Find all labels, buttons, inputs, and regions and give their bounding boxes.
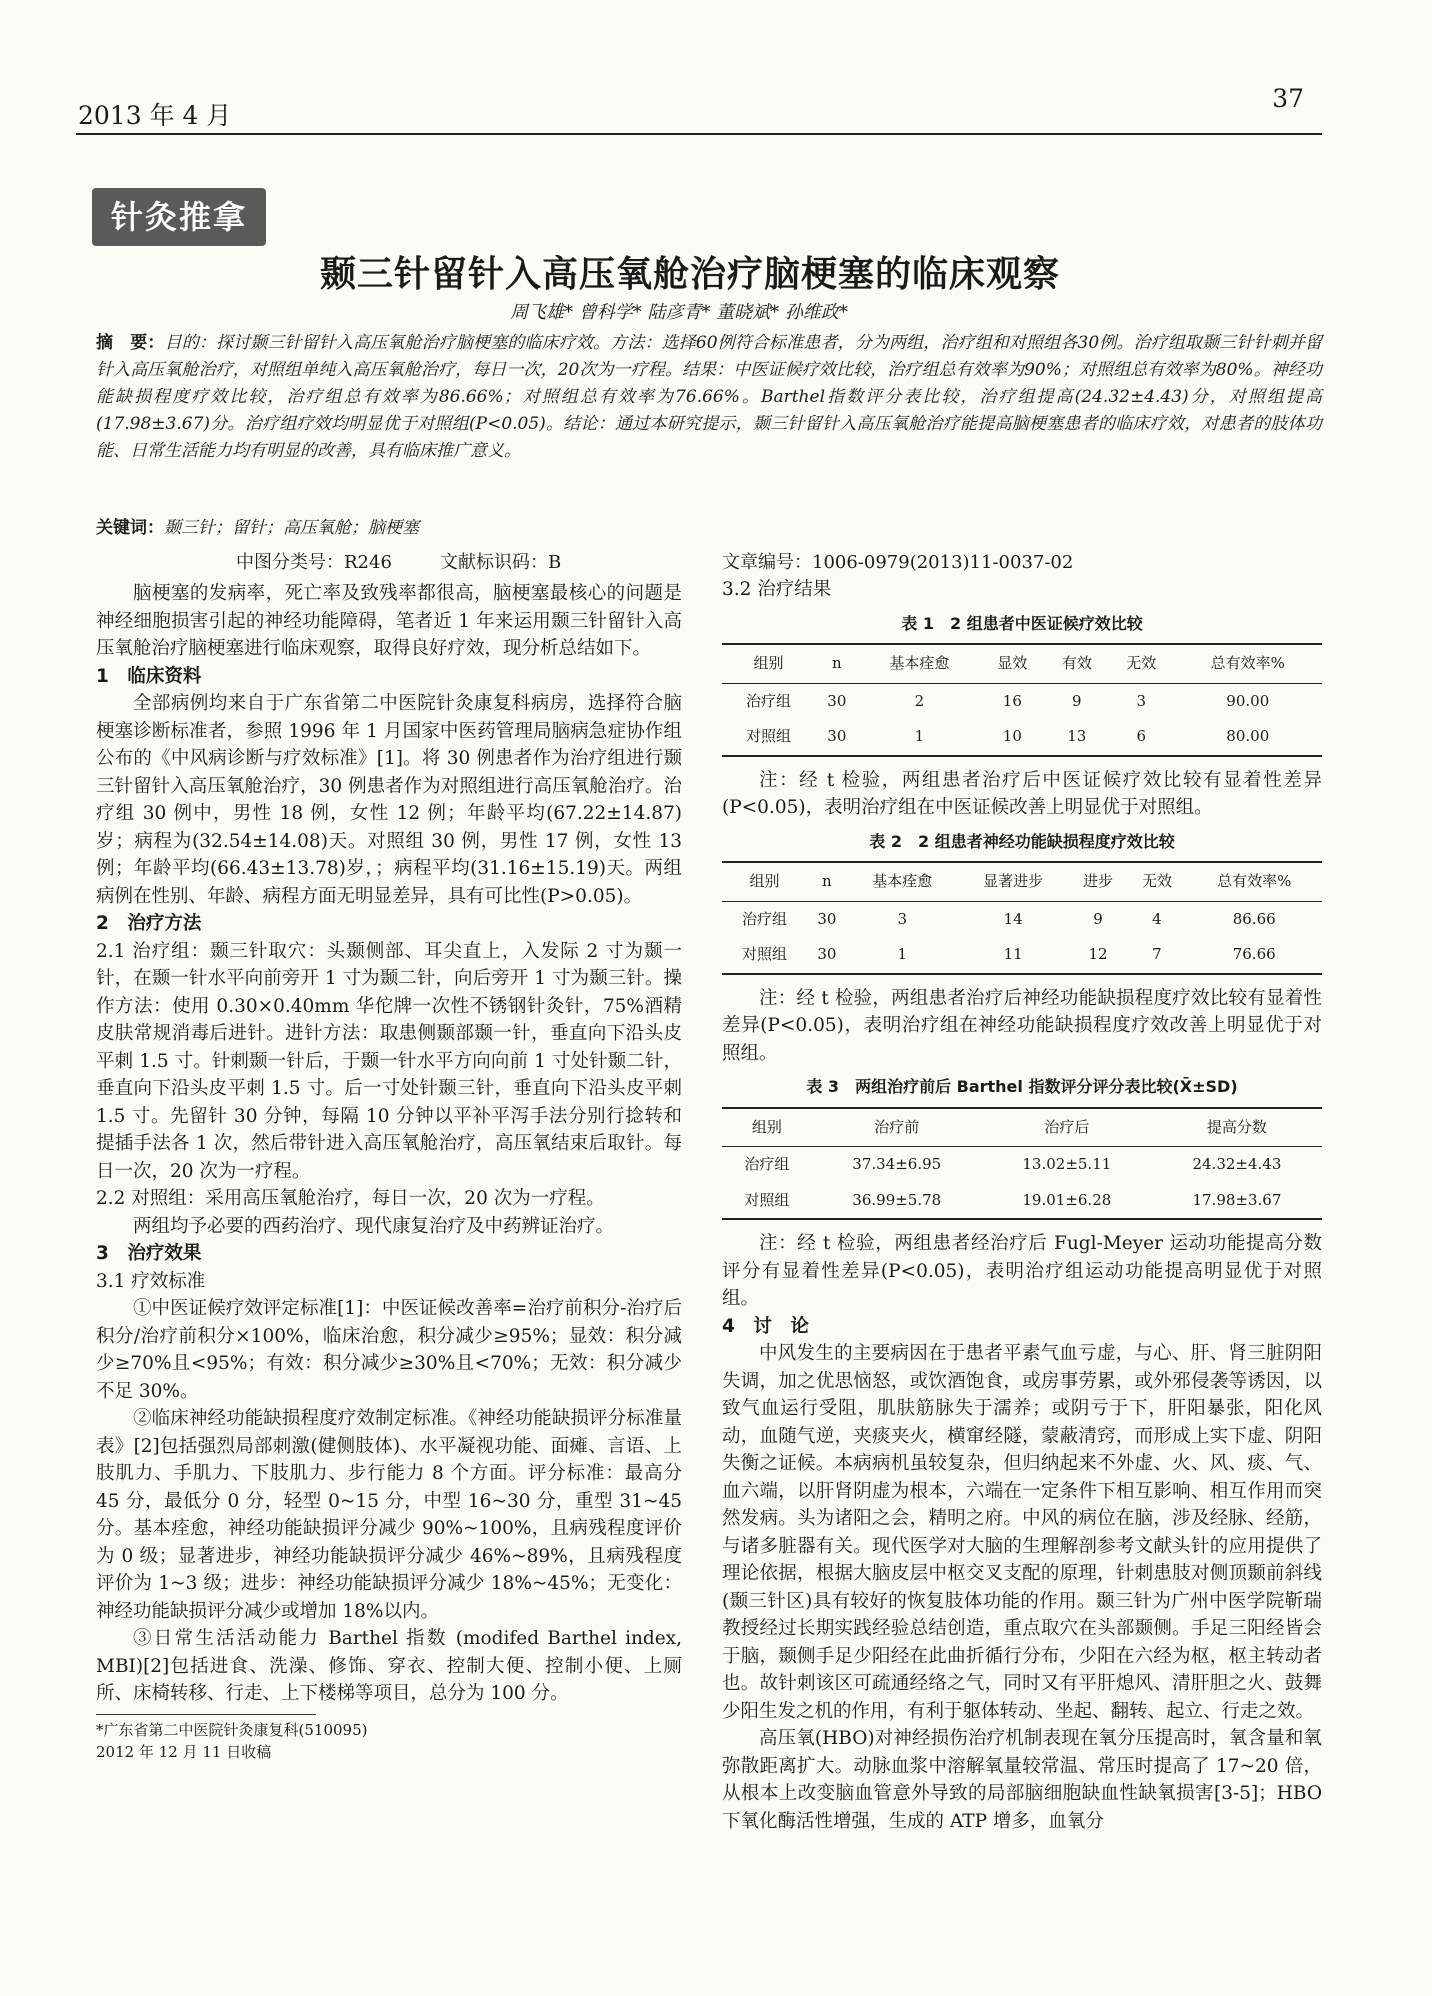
page-number: 37 bbox=[1272, 84, 1304, 113]
table-cell: 12 bbox=[1069, 937, 1128, 974]
table-header: 无效 bbox=[1109, 644, 1173, 683]
table-cell: 对照组 bbox=[722, 719, 815, 756]
footnote-rule bbox=[96, 1714, 316, 1715]
table-row bbox=[722, 1183, 1322, 1220]
section-heading: 1 临床资料 bbox=[96, 665, 202, 687]
table-caption: 表 3 两组治疗前后 Barthel 指数评分评分表比较(X̄±SD) bbox=[806, 1077, 1238, 1096]
subsection-heading: 3.1 疗效标准 bbox=[96, 1270, 206, 1292]
table-header: 总有效率% bbox=[1186, 862, 1322, 901]
table-cell: 6 bbox=[1109, 719, 1173, 756]
table-caption: 表 2 2 组患者神经功能缺损程度疗效比较 bbox=[869, 831, 1175, 851]
body-paragraph: ①中医证候疗效评定标准[1]：中医证候改善率=治疗前积分-治疗后积分/治疗前积分×100%，临床治愈，积分减少≥95%；显效：积分减少≥70%且<95%；有效：积分减少≥30%且<70%；无效：积分减少不足 30%。 bbox=[96, 1298, 682, 1402]
table-cell: 1 bbox=[859, 719, 980, 756]
abstract bbox=[96, 330, 1322, 465]
section-heading: 4 讨 论 bbox=[722, 1315, 809, 1337]
body-paragraph: 两组均予必要的西药治疗、现代康复治疗及中药辨证治疗。 bbox=[133, 1215, 615, 1237]
table-cell: 11 bbox=[958, 937, 1069, 974]
header-rule bbox=[76, 133, 1322, 135]
table-cell: 治疗组 bbox=[745, 691, 791, 710]
table-row bbox=[722, 719, 1322, 756]
table-cell: 30 bbox=[807, 937, 847, 974]
table-header: 进步 bbox=[1069, 862, 1128, 901]
table-row bbox=[722, 901, 1322, 937]
keywords-label: 关键词： bbox=[96, 518, 164, 538]
table-2 bbox=[722, 861, 1322, 975]
table-header: n bbox=[815, 644, 859, 683]
issue-date: 2013 年 4 月 bbox=[78, 101, 232, 130]
keywords-text: 颞三针；留针；高压氧舱；脑梗塞 bbox=[164, 518, 419, 538]
table-cell: 对照组 bbox=[722, 1183, 812, 1220]
article-title: 颞三针留针入高压氧舱治疗脑梗塞的临床观察 bbox=[320, 254, 1061, 295]
body-paragraph: 中风发生的主要病因在于患者平素气血亏虚，与心、肝、肾三脏阴阳失调，加之优思恼怒，或饮酒饱食，或房事劳累，或外邪侵袭等诱因，以致气血运行受阻，肌肤筋脉失于濡养；或阴亏于下，肝阳暴张，阳化风动，血随气逆，夹痰夹火，横窜经隧，蒙蔽清窍，而形成上实下虚、阴阳失衡之证候。本病病机虽较复杂，但归纳起来不外虚、火、风、痰、气、血六端，以肝肾阴虚为根本，六端在一定条件下相互影响、相互作用而突然发病。头为诸阳之会，精明之府。中风的病位在脑，涉及经脉、经筋，与诸多脏器有关。现代医学对大脑的生理解剖参考文献头针的应用提供了理论依据，根据大脑皮层中枢交叉支配的原理，针刺患肢对侧顶颞前斜线(颞三针区)具有较好的恢复肢体功能的作用。颞三针为广州中医学院靳瑞教授经过长期实践经验总结创造，重点取穴在头部颞侧。手足三阳经皆会于脑，颞侧手足少阳经在此曲折循行分布，少阳在六经为枢，枢主转动者也。故针刺该区可疏通经络之气，同时又有平肝熄风、清肝胆之火、鼓舞少阳生发之机的作用，有利于躯体转动、坐起、翻转、起立、行走之效。 bbox=[722, 1343, 1322, 1722]
table-row bbox=[722, 1147, 1322, 1183]
table-cell: 3 bbox=[1136, 691, 1147, 710]
table-cell: 7 bbox=[1128, 937, 1187, 974]
table-3 bbox=[722, 1107, 1322, 1221]
table-cell: 16 bbox=[1002, 691, 1022, 710]
table-cell: 80.00 bbox=[1174, 719, 1322, 756]
table-caption: 表 1 2 组患者中医证候疗效比较 bbox=[901, 613, 1143, 633]
table-cell: 76.66 bbox=[1186, 937, 1322, 974]
clc-number: 中图分类号：R246 bbox=[236, 552, 392, 573]
table-cell: 4 bbox=[1152, 909, 1162, 928]
table-cell: 治疗组 bbox=[741, 909, 787, 928]
table-cell: 2 bbox=[914, 691, 925, 710]
abstract-text: 目的：探讨颞三针留针入高压氧舱治疗脑梗塞的临床疗效。方法：选择60例符合标准患者，分为两组，治疗组和对照组各30例。治疗组取颞三针针刺并留针入高压氧舱治疗，对照组单纯入高压氧舱治疗，每日一次，20次为一疗程。结果：中医证候疗效比较，治疗组总有效率为90%；对照组总有效率为80%。神经功能缺损程度疗效比较，治疗组总有效率为86.66%；对照组总有效率为76.66%。Barthel指数评分表比较，治疗组提高(24.32±4.43)分，对照组提高(17.98±3.67)分。治疗组疗效均明显优于对照组(P<0.05)。结论：通过本研究提示，颞三针留针入高压氧舱治疗能提高脑梗塞患者的临床疗效，对患者的肢体功能、日常生活能力均有明显的改善，具有临床推广意义。 bbox=[96, 333, 1323, 461]
table-header: n bbox=[807, 862, 847, 901]
footnote-affiliation: *广东省第二中医院针灸康复科(510095) bbox=[96, 1720, 368, 1739]
table-cell: 30 bbox=[817, 909, 837, 928]
intro-paragraph: 脑梗塞的发病率，死亡率及致残率都很高，脑梗塞最核心的问题是神经细胞损害引起的神经功能障碍，笔者近 1 年来运用颞三针留针入高压氧舱治疗脑梗塞进行临床观察，取得良好疗效，现分析总结如下。 bbox=[96, 583, 682, 659]
table-cell: 3 bbox=[897, 909, 908, 928]
table-cell: 14 bbox=[1003, 909, 1023, 928]
table-cell: 90.00 bbox=[1226, 691, 1270, 710]
table-cell: 治疗组 bbox=[744, 1155, 790, 1173]
table-cell: 17.98±3.67 bbox=[1152, 1183, 1322, 1220]
document-code: 文献标识码：B bbox=[440, 552, 562, 573]
section-heading: 2 治疗方法 bbox=[96, 913, 202, 934]
column-tag: 针灸推拿 bbox=[92, 188, 266, 246]
table-row bbox=[722, 683, 1322, 719]
table-cell: 37.34±6.95 bbox=[852, 1155, 942, 1173]
table-note: 注：经 t 检验，两组患者治疗后中医证候疗效比较有显着性差异(P<0.05)，表明治疗组在中医证候改善上明显优于对照组。 bbox=[722, 769, 1322, 818]
table-header: 无效 bbox=[1128, 862, 1187, 901]
table-cell: 13 bbox=[1045, 719, 1109, 756]
table-header: 总有效率% bbox=[1174, 644, 1322, 683]
table-cell: 24.32±4.43 bbox=[1192, 1155, 1282, 1173]
table-cell: 对照组 bbox=[722, 937, 807, 974]
body-paragraph: ③日常生活活动能力 Barthel 指数 (modifed Barthel index, MBI)[2]包括进食、洗澡、修饰、穿衣、控制大便、控制小便、上厕所、床椅转移、行走、上下楼梯等项目，总分为 100 分。 bbox=[96, 1628, 682, 1704]
table-header: 组别 bbox=[722, 862, 807, 901]
right-column bbox=[722, 576, 1322, 1835]
section-heading: 3 治疗效果 bbox=[96, 1243, 202, 1264]
table-note: 注：经 t 检验，两组患者治疗后神经功能缺损程度疗效比较有显着性差异(P<0.05)，表明治疗组在神经功能缺损程度疗效改善上明显优于对照组。 bbox=[722, 987, 1322, 1064]
table-header: 基本痊愈 bbox=[847, 862, 958, 901]
table-header: 组别 bbox=[722, 1108, 812, 1147]
authors: 周飞雄* 曾科学* 陆彦青* 董晓斌* 孙维政* bbox=[510, 302, 848, 323]
table-note: 注：经 t 检验，两组患者经治疗后 Fugl-Meyer 运动功能提高分数评分有显着性差异(P<0.05)，表明治疗组运动功能提高明显优于对照组。 bbox=[722, 1233, 1322, 1309]
body-paragraph: 2.2 对照组：采用高压氧舱治疗，每日一次，20 次为一疗程。 bbox=[96, 1188, 605, 1209]
table-header: 提高分数 bbox=[1152, 1108, 1322, 1147]
abstract-label: 摘 要： bbox=[96, 333, 165, 353]
table-cell: 19.01±6.28 bbox=[982, 1183, 1152, 1220]
body-paragraph: 2.1 治疗组：颞三针取穴：头颞侧部、耳尖直上，入发际 2 寸为颞一针，在颞一针水平向前旁开 1 寸为颞二针，向后旁开 1 寸为颞三针。操作方法：使用 0.30×0.40mm 华佗牌一次性不锈钢针灸针，75%酒精皮肤常规消毒后进针。进针方法：取患侧颞部颞一针，垂直向下沿头皮平刺 1.5 寸。针刺颞一针后，于颞一针水平方向向前 1 寸处针颞二针，垂直向下沿头皮平刺 1.5 寸。后一寸处针颞三针，垂直向下沿头皮平刺 1.5 寸。先留针 30 分钟，每隔 10 分钟以平补平泻手法分别行捻转和提插手法各 1 次，然后带针进入高压氧舱治疗，高压氧结束后取针。每日一次，20 次为一疗程。 bbox=[96, 940, 682, 1182]
table-cell: 10 bbox=[980, 719, 1044, 756]
table-1 bbox=[722, 643, 1322, 757]
table-cell: 30 bbox=[815, 719, 859, 756]
table-header: 有效 bbox=[1045, 644, 1109, 683]
article-number: 文章编号：1006-0979(2013)11-0037-02 bbox=[722, 552, 1074, 573]
table-header: 治疗后 bbox=[982, 1108, 1152, 1147]
table-cell: 1 bbox=[847, 937, 958, 974]
body-paragraph: 全部病例均来自于广东省第二中医院针灸康复科病房，选择符合脑梗塞诊断标准者，参照 1996 年 1 月国家中医药管理局脑病急症协作组公布的《中风病诊断与疗效标准》[1]。将 30 例患者作为治疗组进行颞三针留针入高压氧舱治疗，30 例患者作为对照组进行高压氧舱治疗。治疗组 30 例中，男性 18 例，女性 12 例；年龄平均(67.22±14.87)岁；病程为(32.54±14.08)天。对照组 30 例，男性 17 例，女性 13 例；年龄平均(66.43±13.78)岁，；病程平均(31.16±15.19)天。两组病例在性别、年龄、病程方面无明显差异，具有可比性(P>0.05)。 bbox=[96, 693, 682, 907]
keywords bbox=[96, 513, 419, 538]
table-cell: 9 bbox=[1093, 909, 1103, 928]
table-cell: 36.99±5.78 bbox=[812, 1183, 982, 1220]
subsection-heading: 3.2 治疗结果 bbox=[722, 579, 832, 600]
left-column bbox=[96, 580, 682, 1763]
table-cell: 86.66 bbox=[1232, 909, 1276, 928]
body-paragraph: 高压氧(HBO)对神经损伤治疗机制表现在氧分压提高时，氧含量和氧弥散距离扩大。动脉血浆中溶解氧量较常温、常压时提高了 17~20 倍，从根本上改变脑血管意外导致的局部脑细胞缺血性缺氧损害[3-5]；HBO 下氧化酶活性增强，生成的 ATP 增多，血氧分 bbox=[722, 1728, 1322, 1832]
table-header: 治疗前 bbox=[812, 1108, 982, 1147]
table-header: 显著进步 bbox=[958, 862, 1069, 901]
table-header: 显效 bbox=[980, 644, 1044, 683]
table-header: 基本痊愈 bbox=[859, 644, 980, 683]
table-cell: 9 bbox=[1072, 691, 1082, 710]
table-cell: 13.02±5.11 bbox=[1022, 1155, 1112, 1173]
table-row bbox=[722, 937, 1322, 974]
footnote-received: 2012 年 12 月 11 日收稿 bbox=[96, 1742, 272, 1761]
table-cell: 30 bbox=[827, 691, 847, 710]
body-paragraph: ②临床神经功能缺损程度疗效制定标准。《神经功能缺损评分标准量表》[2]包括强烈局部刺激(健侧肢体)、水平凝视功能、面瘫、言语、上肢肌力、手肌力、下肢肌力、步行能力 8 个方面。评分标准：最高分 45 分，最低分 0 分，轻型 0~15 分，中型 16~30 分，重型 31~45 分。基本痊愈，神经功能缺损评分减少 90%~100%，且病残程度评价为 0 级；显著进步，神经功能缺损评分减少 46%~89%，且病残程度评价为 1~3 级；进步：神经功能缺损评分减少 18%~45%；无变化：神经功能缺损评分减少或增加 18%以内。 bbox=[96, 1408, 682, 1622]
table-header: 组别 bbox=[722, 644, 815, 683]
